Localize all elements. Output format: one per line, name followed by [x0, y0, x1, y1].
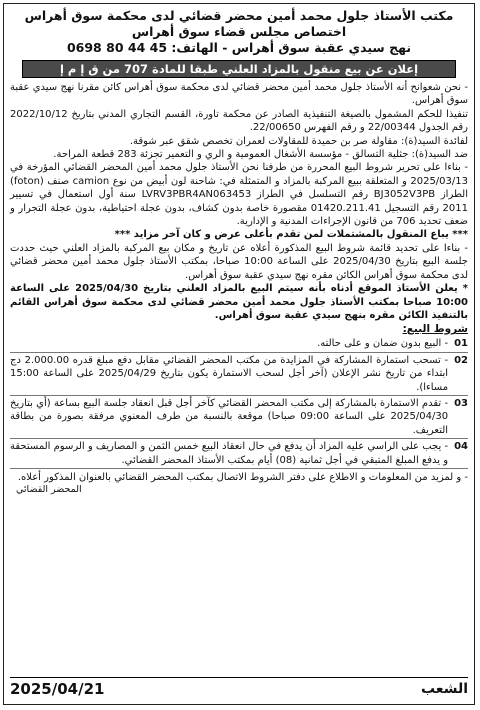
paragraph-intro: - نحن شعوانح أنه الأستاذ جلول محمد أمين محضر قضائي لدى محكمة سوق أهراس كائن مقرنا نهج سيدي عقبة سوق أهراس.: [10, 82, 468, 107]
condition-text: - تقدم الاستمارة بالمشاركة إلى مكتب المحضر القضائي كآخر أجل قبل انعقاد جلسة البيع بساعة (أي بتاريخ 2025/04/30 على الساعة 09:00 صباحا) موقعة بالنسبة من طرف المعنوي مرفقة بصورة من بطاقة التعريف.: [10, 397, 449, 436]
announcement-body: [10, 81, 468, 322]
paragraph-sale-note: *** يباع المنقول بالمشتملات لمن تقدم بأعلى عرض و كان آخر مزايد ***: [114, 229, 468, 241]
condition-number: 04: [454, 441, 468, 453]
condition-item: [10, 440, 468, 469]
paragraph-sale-date: - بناءا على تحديد قائمة شروط البيع المذكورة أعلاه عن تاريخ و مكان بيع المركبة بالمزاد العلني حيث حددت جلسة البيع بتاريخ 2025/04/30 على الساعة 10:00 صباحا، بمكتب الأستاذ جلول محمد أمين محضر قضائي لدى محكمة سوق أهراس الكائن مقره نهج سيدي عقبة سوق أهراس.: [10, 242, 468, 281]
office-address: نهج سيدي عقبة سوق أهراس - الهاتف: 45 44 80 0698: [66, 40, 412, 55]
publication-date: 2025/04/21: [10, 680, 105, 698]
announcement-title: إعلان عن بيع منقول بالمزاد العلني طبقا للمادة 707 من ق إ م إ: [22, 60, 456, 78]
paragraph-vehicle: - بناءا على تحرير شروط البيع المحررة من طرفنا نحن الأستاذ جلول محمد أمين المحضر القضائي المؤرخة في 2025/03/13 و المتعلقة ببيع المركبة بالمزاد و المتمثلة في: شاحنة لون أبيض من نوع camion صنف (foton) الطراز BJ3052V3PB رقم التسلسل في الطراز LVRV3PBR4AN063453 سنة أول استعمال في تسيير 2011 رقم التسجيل 01420.211.41 مقصورة خاصة بدون كشاف، بدون عجلة احتياطية، بدون عجلة التجرار و ضعف تحديد 706 من قانون الإجراءات المدنية و الإدارية.: [10, 162, 468, 228]
paragraph-judgment: تنفيذا للحكم المشمول بالصيغة التنفيذية الصادر عن محكمة تاورة، القسم التجاري المدني بتاريخ 2022/10/12 رقم الجدول 22/00344 و رقم الفهرس 22/00650.: [10, 108, 468, 134]
office-header: [10, 8, 468, 56]
announcement-page: [3, 3, 475, 705]
paragraph-auction-notice: * يعلن الأستاذ الموقع أدناه بأنه سيتم البيع بالمزاد العلني بتاريخ 2025/04/30 على الساعة 10:00 صباحا بمكتب الأستاذ جلول محمد أمين محضر قضائي لدى محكمة سوق أهراس القائم بالتنفيذ الكائن مقره بنهج سيدي عقبة سوق أهراس.: [10, 283, 468, 321]
condition-text: - البيع بدون ضمان و على حالته.: [317, 338, 449, 350]
office-name: مكتب الأستاذ جلول محمد أمين محضر قضائي لدى محكمة سوق أهراس: [24, 8, 454, 23]
condition-number: 03: [454, 397, 468, 409]
office-jurisdiction: اختصاص مجلس قضاء سوق أهراس: [131, 24, 347, 39]
paragraph-debtor: ضد السيد(ة): جثلية التسالق - مؤسسة الأشغال العمومية و الري و التعمير تجزئة 283 قطعة المراحة.: [53, 149, 468, 161]
condition-number: 01: [454, 338, 468, 350]
conditions-section: [10, 322, 468, 469]
condition-item: [10, 397, 468, 439]
condition-item: [10, 354, 468, 396]
condition-number: 02: [454, 354, 468, 366]
signature: المحضر القضائي: [16, 484, 82, 496]
closing-note: - و لمزيد من المعلومات و الاطلاع على دفتر الشروط الاتصال بمكتب المحضر القضائي بالعنوان المذكور أعلاه.: [17, 471, 468, 483]
condition-text: - يجب على الراسي عليه المزاد أن يدفع في حال انعقاد البيع خمس الثمن و المصاريف و الرسوم المستحقة و يدفع المبلغ المتبقي في أجل ثمانية (08) أيام بمكتب الأستاذ المحضر القضائي.: [10, 441, 449, 466]
conditions-title: شروط البيع:: [402, 323, 468, 336]
condition-text: - تسحب استمارة المشاركة في المزايدة من مكتب المحضر القضائي مقابل دفع مبلغ قدره 2.000.00 دج ابتداء من تاريخ نشر الإعلان (آخر أجل لسحب الاستمارة يكون بتاريخ 2025/04/29 على الساعة 15:00 مساءا).: [10, 354, 449, 393]
publication-name: الشعب: [420, 681, 468, 697]
condition-item: [10, 337, 468, 352]
paragraph-beneficiary: لفائدة السيد(ة): مقاولة صر بن حميدة للمقاولات لعمران تخصص شقق عبر شوقة.: [129, 135, 468, 147]
publication-footer: [10, 677, 468, 700]
